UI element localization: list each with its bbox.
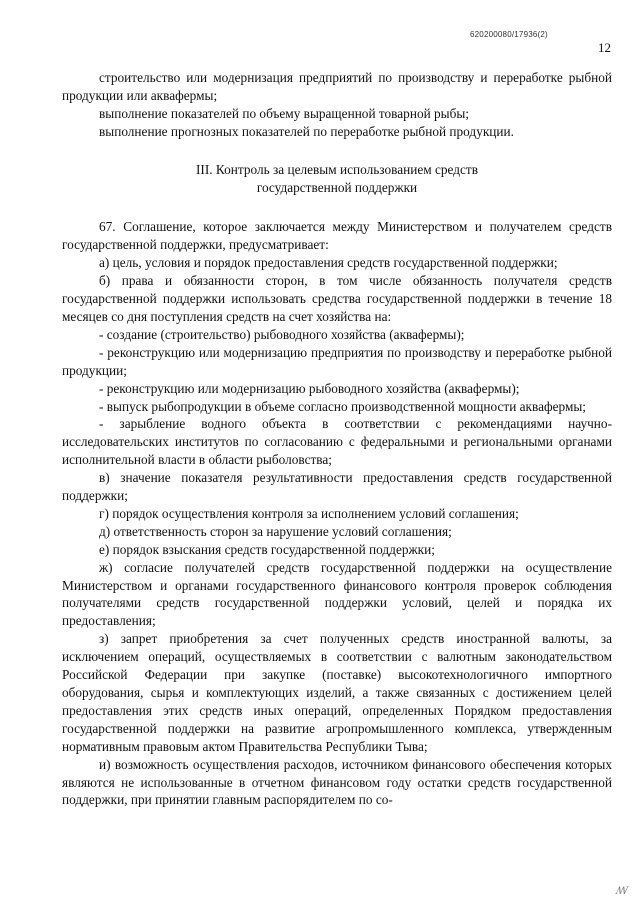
list-item: - реконструкцию или модернизацию рыбоводного хозяйства (аквафермы); [99, 380, 520, 396]
page-number: 12 [598, 40, 611, 55]
paragraph: г) порядок осуществления контроля за исполнением условий соглашения; [99, 505, 519, 521]
document-body [62, 69, 612, 809]
section-heading-line: III. Контроль за целевым использованием средств [195, 161, 479, 177]
paragraph: з) запрет приобретения за счет полученных средств иностранной валюты, за исключением операций, осуществляемых в соответствии с валютным законодательством Российской Федерации при закупке (поставке) высокотехнологичного импортного оборудования, сырья и комплектующих изделий, а также связанных с достижением целей предоставления этих средств иных операций, определенных Порядком предоставления государственной поддержки на развитие агропромышленного комплекса, утвержденным нормативным правовым актом Правительства Республики Тыва; [62, 631, 612, 754]
paragraph: 67. Соглашение, которое заключается между Министерством и получателем средств государственной поддержки, предусматривает: [62, 219, 612, 253]
paragraph: ж) согласие получателей средств государственной поддержки на осуществление Министерством и органами государственного финансового контроля проверок соблюдения получателями средств государственной поддержки условий, целей и порядка их предоставления; [62, 559, 612, 629]
paragraph: е) порядок взыскания средств государственной поддержки; [99, 541, 435, 557]
list-item: - создание (строительство) рыбоводного хозяйства (аквафермы); [99, 326, 465, 342]
paragraph: в) значение показателя результативности предоставления средств государственной поддержки; [62, 470, 612, 504]
paragraph: выполнение прогнозных показателей по переработке рыбной продукции. [99, 123, 514, 139]
paragraph: д) ответственность сторон за нарушение условий соглашения; [99, 523, 452, 539]
document-id: 620200080/17936(2) [470, 30, 548, 39]
paragraph: б) права и обязанности сторон, в том числе обязанность получателя средств государственной поддержки использовать средства государственной поддержки в течение 18 месяцев со дня поступления средств на счет хозяйства на: [62, 273, 612, 324]
paragraph: а) цель, условия и порядок предоставления средств государственной поддержки; [99, 255, 558, 271]
list-item: - реконструкцию или модернизацию предприятия по производству и переработке рыбной продукции; [62, 344, 612, 378]
paragraph: и) возможность осуществления расходов, источником финансового обеспечения которых являются не использованные в отчетном финансовом году остатки средств государственной поддержки, при принятии главным распорядителем по со- [62, 756, 612, 808]
list-item: - зарыбление водного объекта в соответствии с рекомендациями научно-исследовательских институтов по согласованию с федеральными и региональными органами исполнительной власти в области рыболовства; [62, 416, 612, 468]
scan-mark: ꟿ [615, 886, 628, 897]
section-heading [62, 161, 612, 197]
paragraph: строительство или модернизация предприятий по производству и переработке рыбной продукции или аквафермы; [62, 70, 612, 103]
paragraph: выполнение показателей по объему выращенной товарной рыбы; [99, 105, 470, 121]
list-item: - выпуск рыбопродукции в объеме согласно производственной мощности аквафермы; [99, 398, 587, 414]
section-heading-line: государственной поддержки [256, 179, 418, 195]
